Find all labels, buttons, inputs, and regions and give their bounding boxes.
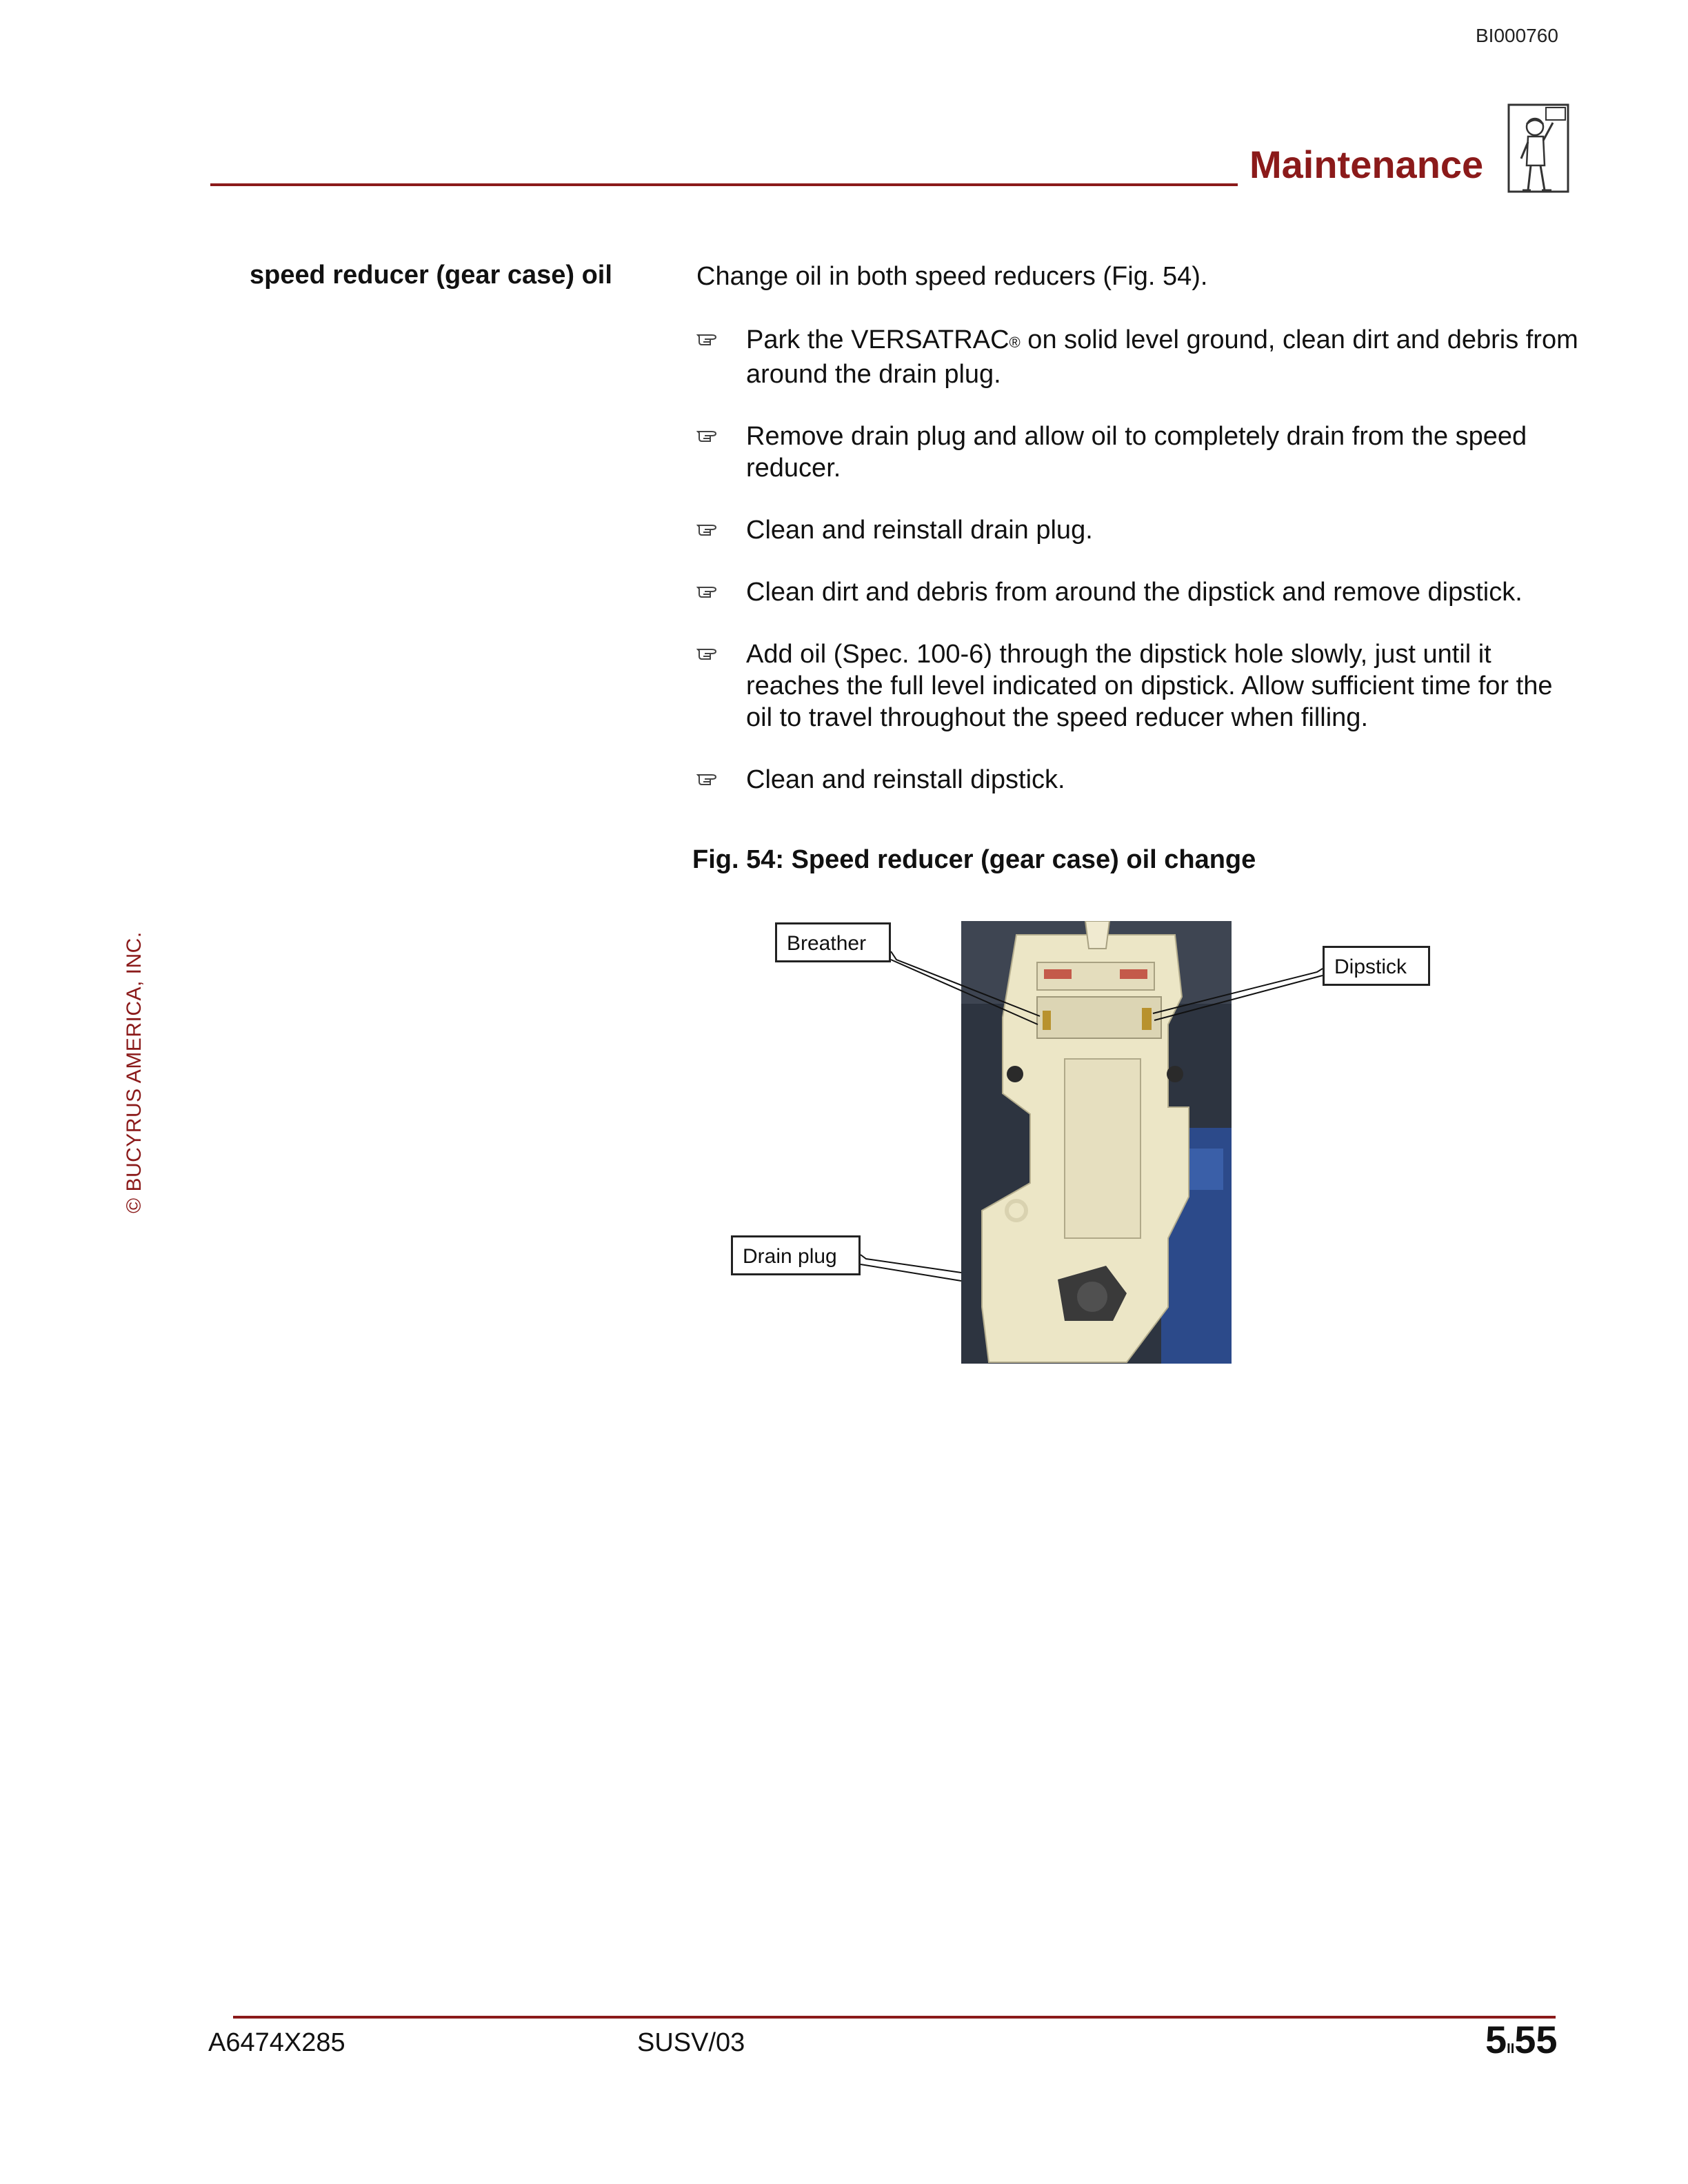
step-text-continued: on solid level ground, clean dirt and debris from around the drain plug. (746, 325, 1578, 389)
step-item (696, 324, 1579, 390)
worker-at-start-button-icon (1507, 103, 1571, 200)
step-text: Clean and reinstall dipstick. (746, 765, 1065, 794)
topic-label: speed reducer (gear case) oil (250, 261, 612, 290)
step-text: Clean and reinstall drain plug. (746, 516, 1093, 545)
page-section: 5 (1485, 2018, 1507, 2061)
page-num: 55 (1514, 2018, 1558, 2061)
pointing-hand-icon (696, 641, 721, 662)
footer-model: SUSV/03 (637, 2028, 745, 2057)
pointing-hand-icon (696, 579, 721, 600)
callout-dipstick: Dipstick (1323, 946, 1430, 986)
step-item (696, 764, 1579, 796)
pointing-hand-icon (696, 767, 721, 787)
document-id: BI000760 (1476, 25, 1558, 46)
step-text: Clean dirt and debris from around the dipstick and remove dipstick. (746, 578, 1523, 607)
page-number (1485, 2017, 1558, 2062)
registered-mark: ® (1009, 334, 1021, 351)
pointing-hand-icon (696, 327, 721, 347)
pointing-hand-icon (696, 517, 721, 538)
footer-doc-number: A6474X285 (208, 2028, 345, 2057)
step-item (696, 638, 1579, 734)
step-text: Add oil (Spec. 100-6) through the dipstick hole slowly, just until it reaches the full level indicated on dipstick. Allow sufficient time for the oil to travel throughout the speed reducer when filling. (746, 640, 1553, 732)
callout-drain-plug: Drain plug (731, 1235, 861, 1275)
step-text: Park the VERSATRAC (746, 325, 1009, 354)
step-item (696, 421, 1579, 484)
callout-breather: Breather (775, 922, 891, 962)
steps-list (696, 324, 1579, 826)
step-item (696, 576, 1579, 608)
figure-caption: Fig. 54: Speed reducer (gear case) oil change (692, 845, 1256, 874)
speed-reducer-photo (961, 921, 1232, 1364)
header-rule (210, 183, 1238, 186)
page-subsection: II (1507, 2041, 1515, 2056)
section-title: Maintenance (1249, 143, 1484, 186)
footer-rule (233, 2016, 1556, 2019)
pointing-hand-icon (696, 423, 721, 444)
intro-text: Change oil in both speed reducers (Fig. 54). (696, 262, 1208, 291)
step-item (696, 514, 1579, 546)
step-text: Remove drain plug and allow oil to completely drain from the speed reducer. (746, 422, 1527, 483)
copyright-side-note: © BUCYRUS AMERICA, INC. (123, 931, 145, 1213)
